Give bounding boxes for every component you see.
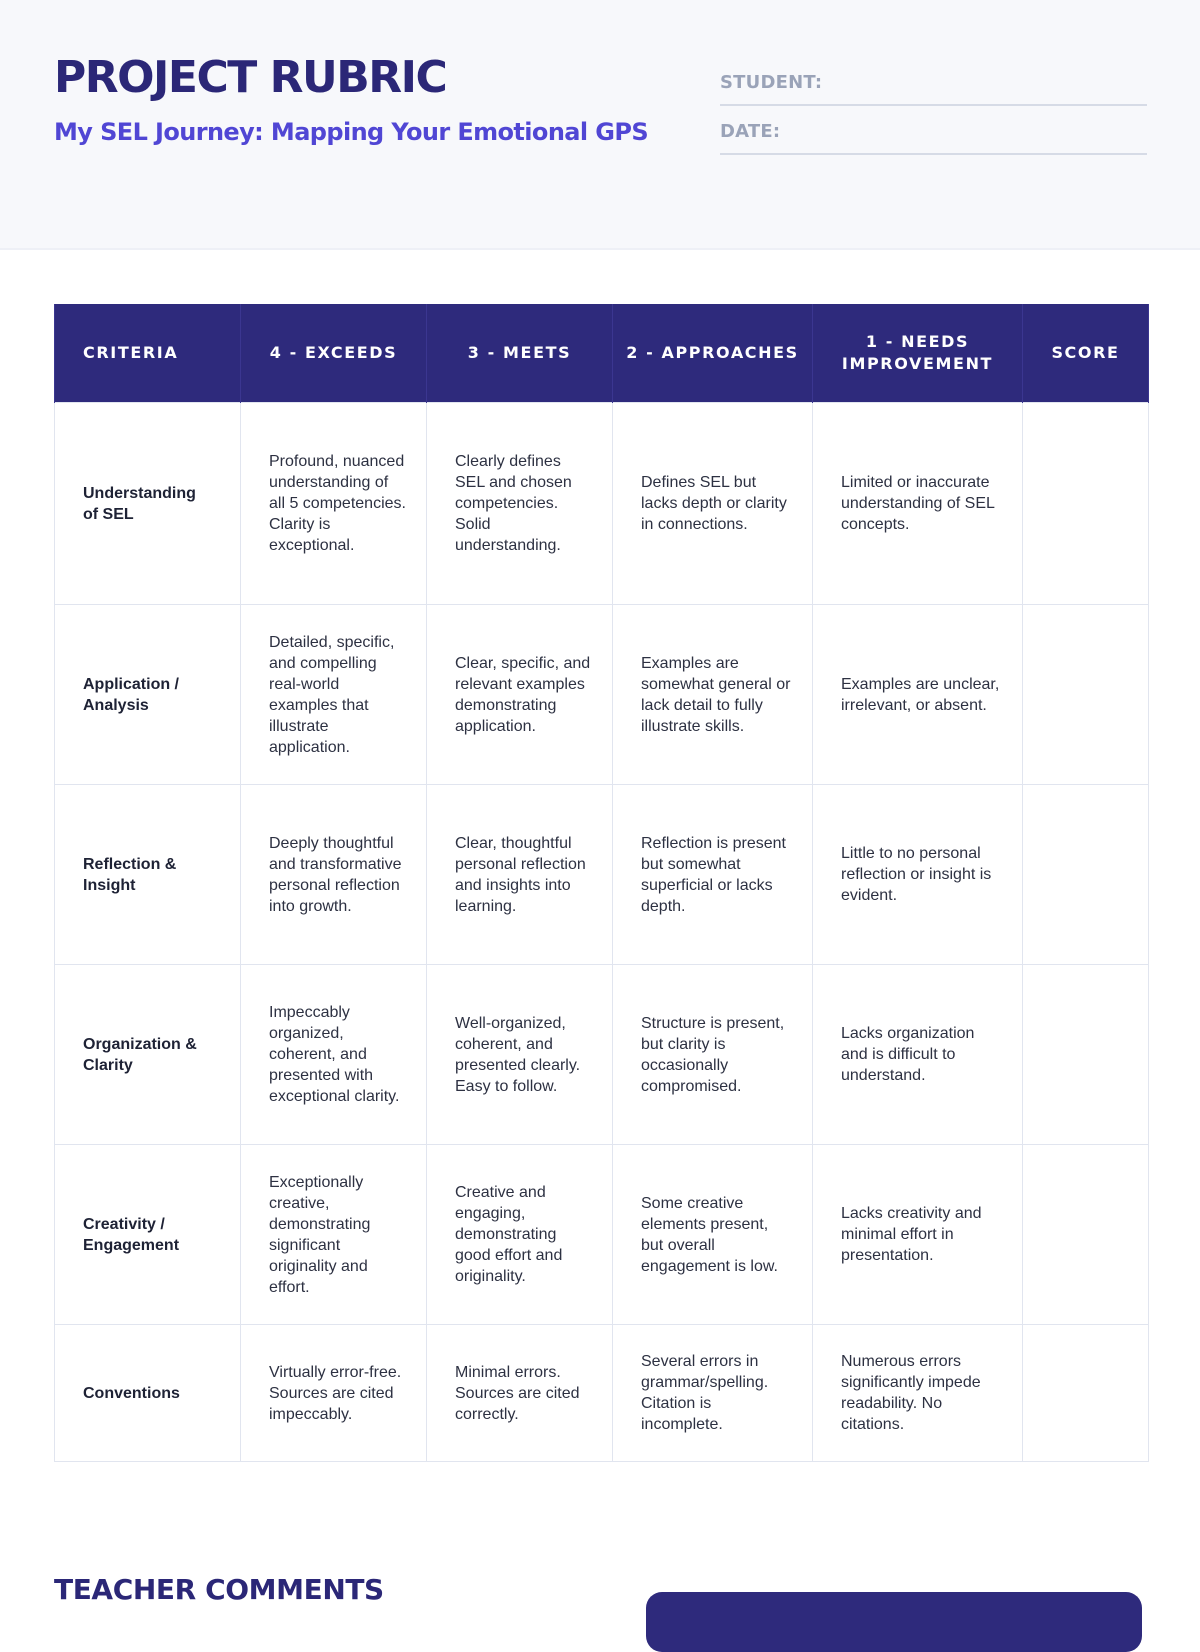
approaches-cell: Defines SEL but lacks depth or clarity in connections. — [613, 403, 813, 605]
teacher-comments-heading: TEACHER COMMENTS — [54, 1573, 384, 1606]
score-cell[interactable] — [1023, 965, 1149, 1145]
approaches-cell: Several errors in grammar/spelling. Citation is incomplete. — [613, 1325, 813, 1462]
page-subtitle: My SEL Journey: Mapping Your Emotional GPS — [54, 118, 649, 146]
table-row — [55, 403, 1149, 605]
column-header-meets: 3 - MEETS — [427, 304, 613, 403]
table-row — [55, 605, 1149, 785]
approaches-cell: Examples are somewhat general or lack detail to fully illustrate skills. — [613, 605, 813, 785]
column-header-exceeds: 4 - EXCEEDS — [241, 304, 427, 403]
criteria-cell: Creativity / Engagement — [55, 1145, 241, 1325]
exceeds-cell: Detailed, specific, and compelling real-world examples that illustrate application. — [241, 605, 427, 785]
criteria-cell: Reflection & Insight — [55, 785, 241, 965]
approaches-cell: Some creative elements present, but overall engagement is low. — [613, 1145, 813, 1325]
score-cell[interactable] — [1023, 605, 1149, 785]
column-header-score: SCORE — [1023, 304, 1149, 403]
score-cell[interactable] — [1023, 1145, 1149, 1325]
needs-improvement-cell: Lacks organization and is difficult to understand. — [813, 965, 1023, 1145]
exceeds-cell: Profound, nuanced understanding of all 5 competencies. Clarity is exceptional. — [241, 403, 427, 605]
meets-cell: Clearly defines SEL and chosen competencies. Solid understanding. — [427, 403, 613, 605]
table-row — [55, 1325, 1149, 1462]
needs-improvement-cell: Examples are unclear, irrelevant, or absent. — [813, 605, 1023, 785]
approaches-cell: Reflection is present but somewhat superficial or lacks depth. — [613, 785, 813, 965]
exceeds-cell: Impeccably organized, coherent, and presented with exceptional clarity. — [241, 965, 427, 1145]
approaches-cell: Structure is present, but clarity is occasionally compromised. — [613, 965, 813, 1145]
exceeds-cell: Virtually error-free. Sources are cited impeccably. — [241, 1325, 427, 1462]
table-row — [55, 785, 1149, 965]
score-cell[interactable] — [1023, 785, 1149, 965]
table-row — [55, 1145, 1149, 1325]
meets-cell: Clear, specific, and relevant examples demonstrating application. — [427, 605, 613, 785]
criteria-cell: Understanding of SEL — [55, 403, 241, 605]
date-label: DATE: — [720, 121, 781, 142]
needs-improvement-cell: Little to no personal reflection or insight is evident. — [813, 785, 1023, 965]
rubric-table — [54, 304, 1149, 1462]
score-cell[interactable] — [1023, 1325, 1149, 1462]
exceeds-cell: Deeply thoughtful and transformative personal reflection into growth. — [241, 785, 427, 965]
column-header-approaches: 2 - APPROACHES — [613, 304, 813, 403]
criteria-cell: Application / Analysis — [55, 605, 241, 785]
meets-cell: Minimal errors. Sources are cited correctly. — [427, 1325, 613, 1462]
table-header-row — [55, 304, 1149, 403]
criteria-cell: Conventions — [55, 1325, 241, 1462]
exceeds-cell: Exceptionally creative, demonstrating significant originality and effort. — [241, 1145, 427, 1325]
column-header-criteria: CRITERIA — [55, 304, 241, 403]
column-header-needs-improvement: 1 - NEEDS IMPROVEMENT — [813, 304, 1023, 403]
needs-improvement-cell: Lacks creativity and minimal effort in presentation. — [813, 1145, 1023, 1325]
meets-cell: Clear, thoughtful personal reflection and insights into learning. — [427, 785, 613, 965]
criteria-cell: Organization & Clarity — [55, 965, 241, 1145]
table-row — [55, 965, 1149, 1145]
meets-cell: Creative and engaging, demonstrating good effort and originality. — [427, 1145, 613, 1325]
student-label: STUDENT: — [720, 72, 823, 93]
total-score-box — [646, 1592, 1142, 1652]
needs-improvement-cell: Limited or inaccurate understanding of SEL concepts. — [813, 403, 1023, 605]
score-cell[interactable] — [1023, 403, 1149, 605]
needs-improvement-cell: Numerous errors significantly impede readability. No citations. — [813, 1325, 1023, 1462]
meets-cell: Well-organized, coherent, and presented clearly. Easy to follow. — [427, 965, 613, 1145]
student-field[interactable] — [720, 70, 1147, 106]
date-field[interactable] — [720, 119, 1147, 155]
page-title: PROJECT RUBRIC — [54, 52, 447, 103]
